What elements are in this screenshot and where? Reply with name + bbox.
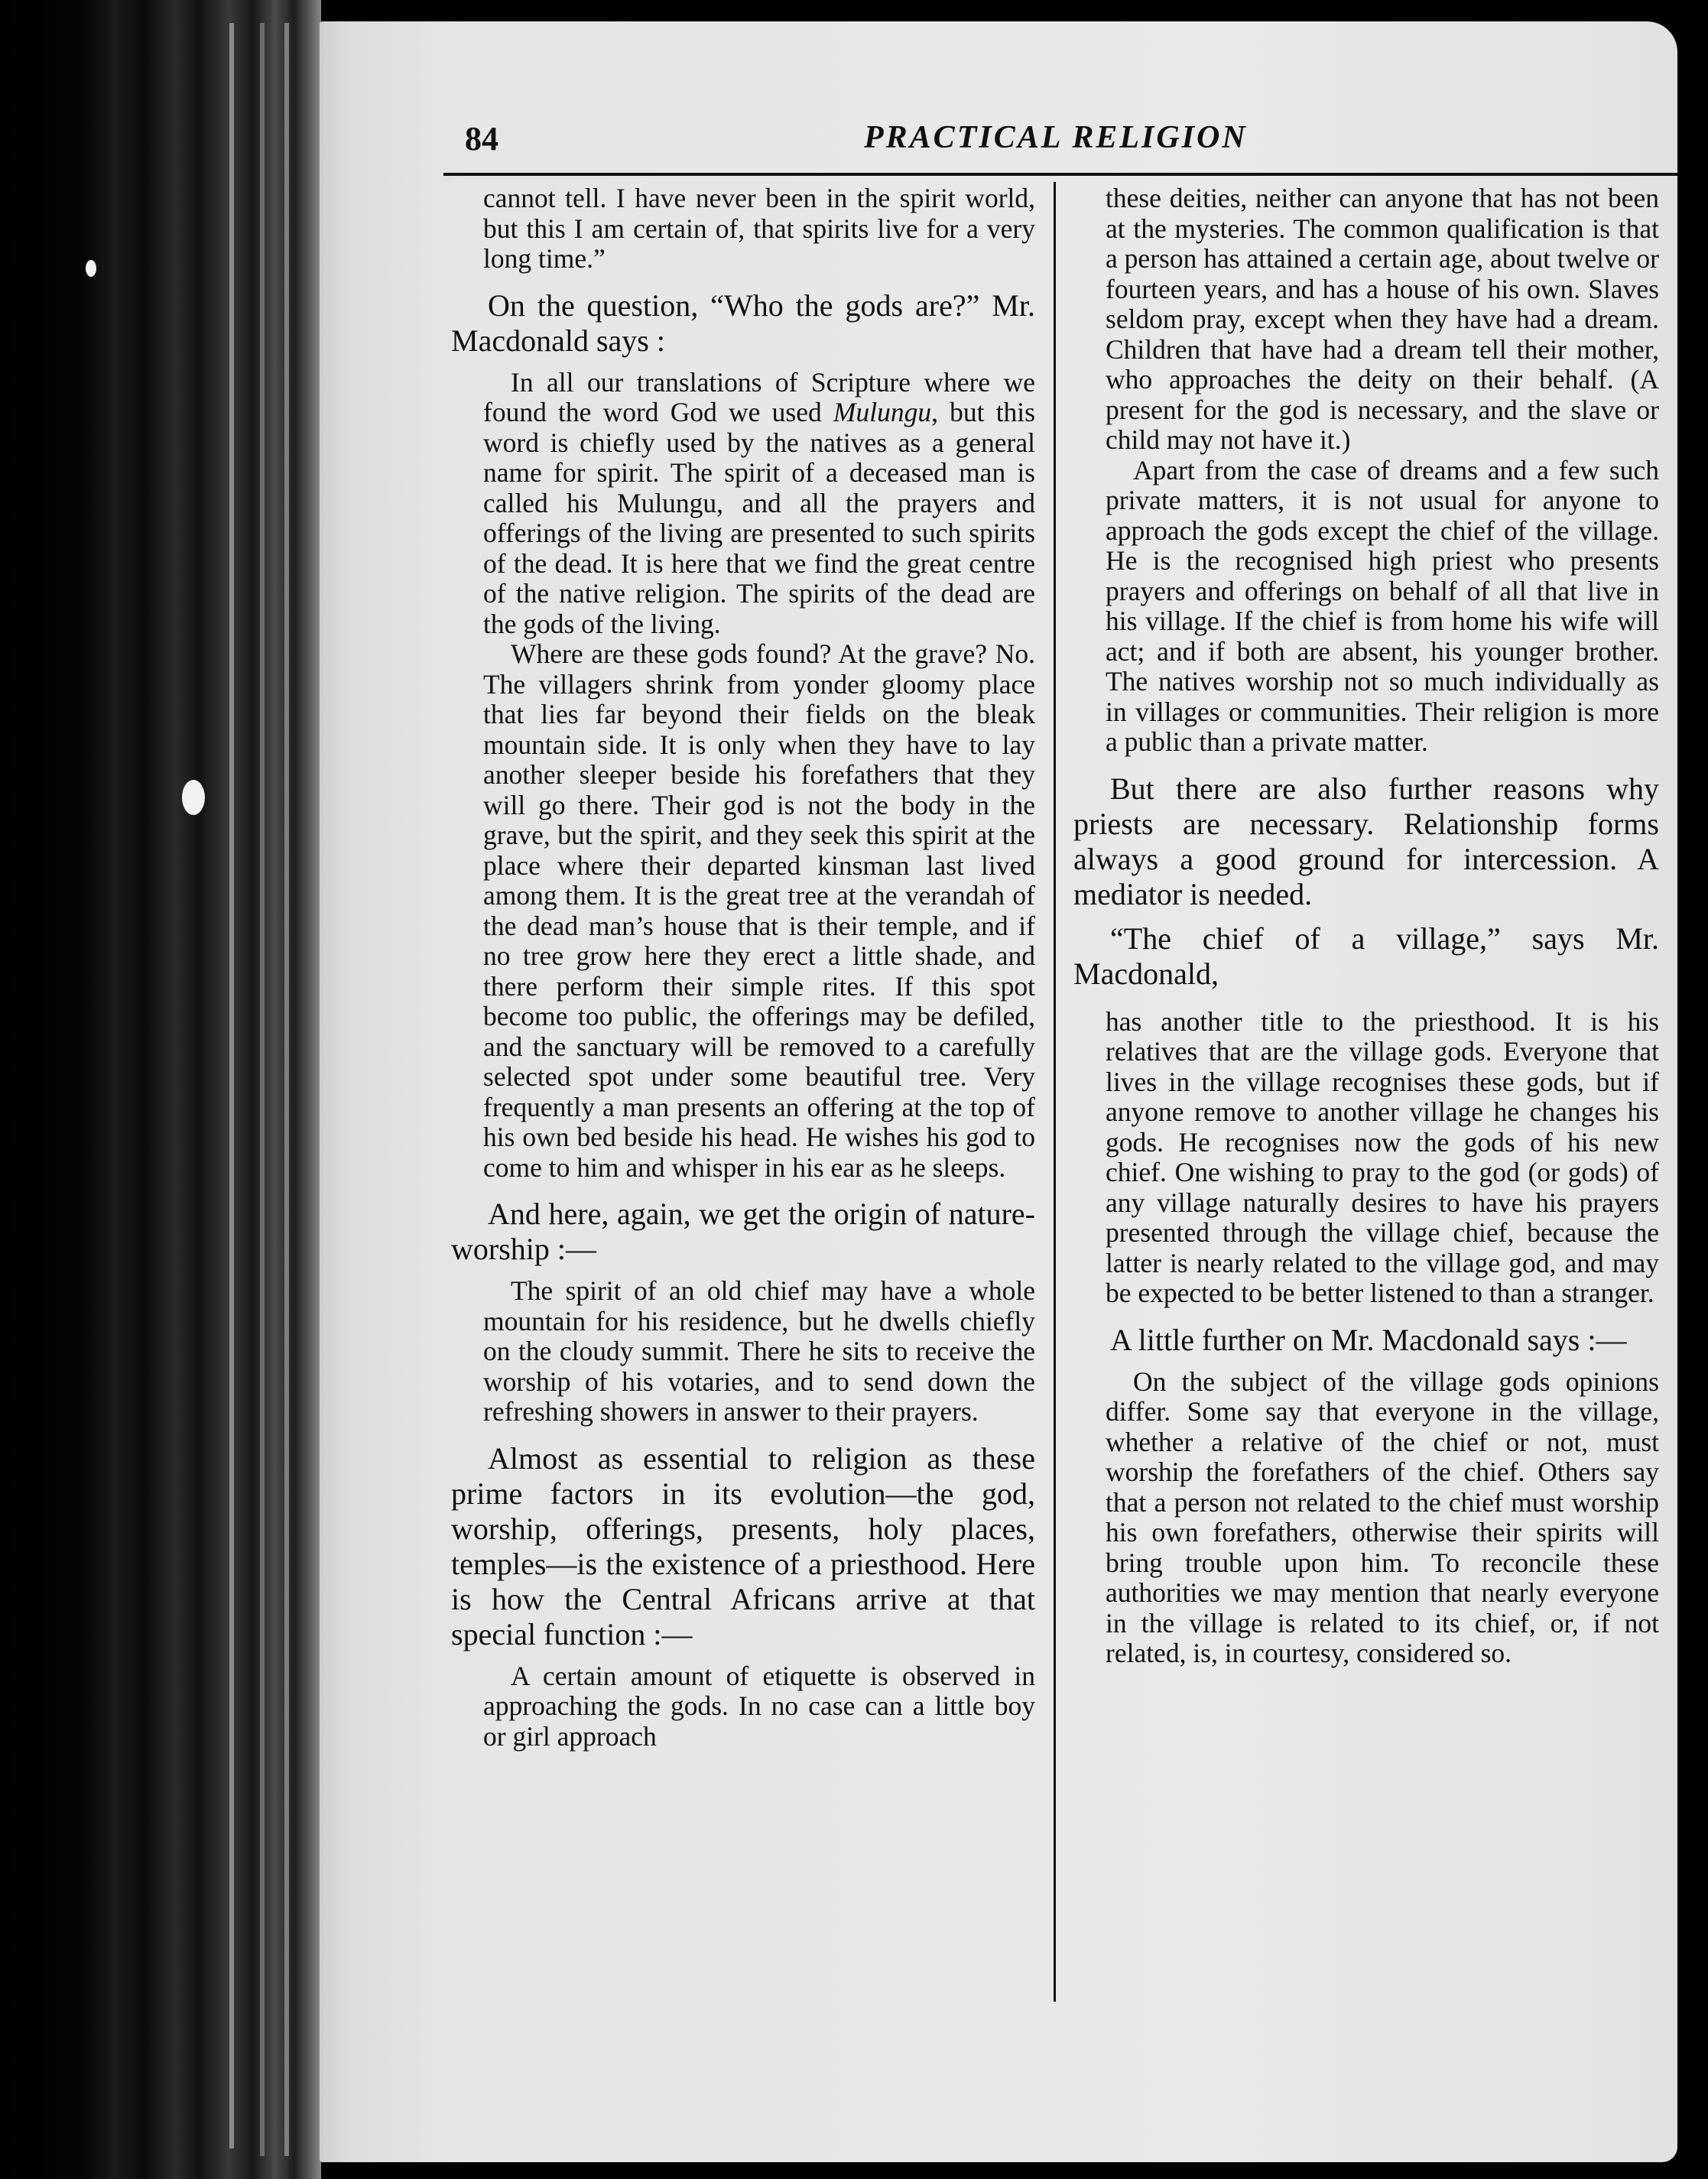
header-rule <box>443 173 1677 176</box>
quote-paragraph: has another title to the priesthood. It is his relatives that are the village gods. Everyone that lives in the village recognises these gods, but if anyone remove to another village he changes his gods. He recognises now the gods of his new chief. One wishing to pray to the god (or gods) of any village naturally desires to have his prayers presented through the village chief, because the latter is nearly related to the village god, and may be expected to be better listened to than a stranger. <box>1106 1005 1659 1308</box>
body-paragraph: A little further on Mr. Macdonald says :— <box>1110 1322 1627 1357</box>
body-paragraph: But there are also further reasons why priests are necessary. Relationship forms always a good ground for intercession. A mediator is needed. <box>1073 771 1659 911</box>
body-paragraph: On the question, “Who the gods are?” Mr. Macdonald says : <box>451 287 1035 358</box>
column-divider <box>1054 182 1056 2002</box>
binding-edge-line <box>284 23 289 2156</box>
quote-paragraph: A certain amount of etiquette is observed in approaching the gods. In no case can a little boy or girl approach <box>483 1660 1035 1752</box>
page-number: 84 <box>465 120 498 157</box>
binding-edge-line <box>260 23 265 2156</box>
page-header <box>320 98 1677 159</box>
binding-edge-line <box>229 23 234 2148</box>
running-head: PRACTICAL RELIGION <box>864 120 1248 155</box>
quote-paragraph: Apart from the case of dreams and a few such private matters, it is not usual for anyone to approach the gods except the chief of the village. He is the recognised high priest who presents prayers and offerings on behalf of all that live in his village. If the chief is from home his wife will act; and if both are absent, his younger brother. The natives worship not so much individually as in villages or communities. Their religion is more a public than a private matter. <box>1106 454 1659 757</box>
paper-speck <box>86 260 96 277</box>
quote-text: , but this word is chiefly used by the natives as a general name for spirit. The spirit of a deceased man is called his Mulungu, and all the prayers and offerings of the living are presented to such spirits of the dead. It is here that we find the great centre of the native religion. The spirits of the dead are the gods of the living. <box>483 397 1035 639</box>
quote-text: In all our translations of Scripture where we found the word God we used <box>483 366 1035 427</box>
body-paragraph: “The chief of a village,” says Mr. Macdonald, <box>1073 921 1659 991</box>
book-page <box>320 21 1677 2162</box>
paper-speck <box>182 780 205 815</box>
quote-paragraph: Where are these gods found? At the grave? No. The villagers shrink from yonder gloomy place that lies far beyond their fields on the bleak mountain side. It is only when they have to lay another sleeper beside his forefathers that they will go there. Their god is not the body in the grave, but the spirit, and they seek this spirit at the place where their departed kinsman last lived among them. It is the great tree at the verandah of the dead man’s house that is their temple, and if no tree grow here they erect a little shade, and there perform their simple rites. If this spot become too public, the offerings may be defiled, and the sanctuary will be removed to a carefully selected spot under some beautiful tree. Very frequently a man presents an offering at the top of his own bed beside his head. He wishes his god to come to him and whisper in his ear as he sleeps. <box>483 638 1035 1183</box>
quote-paragraph <box>451 368 1035 640</box>
body-paragraph: Almost as essential to religion as these prime factors in its evolution—the god, worship, offerings, presents, holy places, temples—is the existence of a priesthood. Here is how the Central Africans arrive at that special function :— <box>451 1440 1035 1651</box>
right-column <box>1073 183 1659 1669</box>
left-column <box>451 183 1035 1752</box>
body-paragraph: And here, again, we get the origin of nature-worship :— <box>451 1197 1035 1266</box>
quote-paragraph: these deities, neither can anyone that has not been at the mysteries. The common qualification is that a person has attained a certain age, about twelve or fourteen years, and has a house of his own. Slaves seldom pray, except when they have had a dream. Children that have had a dream tell their mother, who approaches the deity on their behalf. (A present for the god is necessary, and the slave or child may not have it.) <box>1106 183 1659 455</box>
italic-term: Mulungu <box>833 397 932 427</box>
quote-paragraph: The spirit of an old chief may have a whole mountain for his residence, but he dwells chiefly on the cloudy summit. There he sits to receive the worship of his votaries, and to send down the refreshing showers in answer to their prayers. <box>483 1275 1035 1427</box>
book-binding <box>0 0 321 2179</box>
quote-paragraph: cannot tell. I have never been in the spirit world, but this I am certain of, that spirits live for a very long time.” <box>483 183 1035 274</box>
quote-paragraph: On the subject of the village gods opinions differ. Some say that everyone in the village, whether a relative of the chief or not, must worship the forefathers of the chief. Others say that a person not related to the chief must worship his own forefathers, otherwise their spirits will bring trouble upon him. To reconcile these authorities we may mention that nearly everyone in the village is related to its chief, or, if not related, is, in courtesy, considered so. <box>1106 1366 1659 1668</box>
